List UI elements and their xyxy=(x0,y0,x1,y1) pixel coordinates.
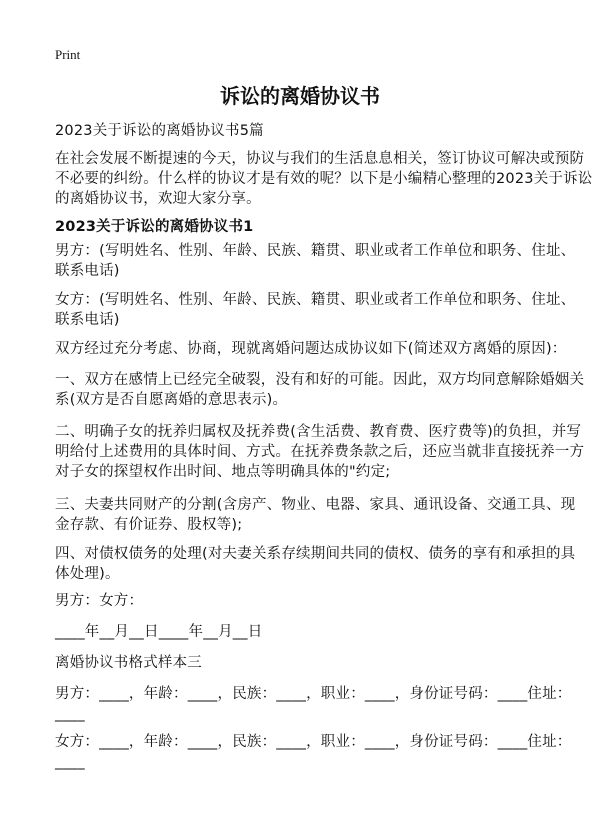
clause-4: 体处理)。 xyxy=(55,566,120,582)
female-form: 女方：____，年龄：____，民族：____，职业：____，身份证号码：____住址： xyxy=(55,734,572,750)
print-link[interactable]: Print xyxy=(55,47,81,62)
page-title: 诉讼的离婚协议书 xyxy=(220,84,380,108)
male-line: 联系电话) xyxy=(55,263,120,279)
sample-heading: 离婚协议书格式样本三 xyxy=(55,655,202,671)
section-heading: 2023关于诉讼的离婚协议书1 xyxy=(55,219,254,235)
clause-2: 明给付上述费用的具体时间、方式。在抚养费条款之后，还应当就非直接抚养一方 xyxy=(55,444,585,460)
female-line: 联系电话) xyxy=(55,312,120,328)
male-form: 男方：____，年龄：____，民族：____，职业：____，身份证号码：____住址： xyxy=(55,686,572,702)
male-form: ____ xyxy=(55,706,85,722)
signatures: 男方：女方： xyxy=(55,593,144,609)
agreement-line: 双方经过充分考虑、协商，现就离婚问题达成协议如下(简述双方离婚的原因)： xyxy=(55,341,567,357)
female-line: 女方：(写明姓名、性别、年龄、民族、籍贯、职业或者工作单位和职务、住址、 xyxy=(55,292,576,308)
dates: ____年__月__日____年__月__日 xyxy=(55,624,263,640)
clause-4: 四、对债权债务的处理(对夫妻关系存续期间共同的债权、债务的享有和承担的具 xyxy=(55,546,576,562)
clause-2: 二、明确子女的抚养归属权及抚养费(含生活费、教育费、医疗费等)的负担，并写 xyxy=(55,424,582,440)
female-form: ____ xyxy=(55,754,85,770)
intro-line: 不必要的纠纷。什么样的协议才是有效的呢？以下是小编精心整理的2023关于诉讼 xyxy=(55,171,593,187)
clause-2: 对子女的探望权作出时间、地点等明确具体的"约定; xyxy=(55,464,391,480)
clause-3: 金存款、有价证券、股权等); xyxy=(55,517,243,533)
intro-line: 的离婚协议书，欢迎大家分享。 xyxy=(55,191,261,207)
male-line: 男方：(写明姓名、性别、年龄、民族、籍贯、职业或者工作单位和职务、住址、 xyxy=(55,243,576,259)
clause-3: 三、夫妻共同财产的分割(含房产、物业、电器、家具、通讯设备、交通工具、现 xyxy=(55,497,576,513)
clause-1: 系(双方是否自愿离婚的意思表示)。 xyxy=(55,392,288,408)
intro-line: 在社会发展不断提速的今天，协议与我们的生活息息相关，签订协议可解决或预防 xyxy=(55,151,585,167)
clause-1: 一、双方在感情上已经完全破裂，没有和好的可能。因此，双方均同意解除婚姻关 xyxy=(55,372,585,388)
subtitle: 2023关于诉讼的离婚协议书5篇 xyxy=(55,123,264,139)
